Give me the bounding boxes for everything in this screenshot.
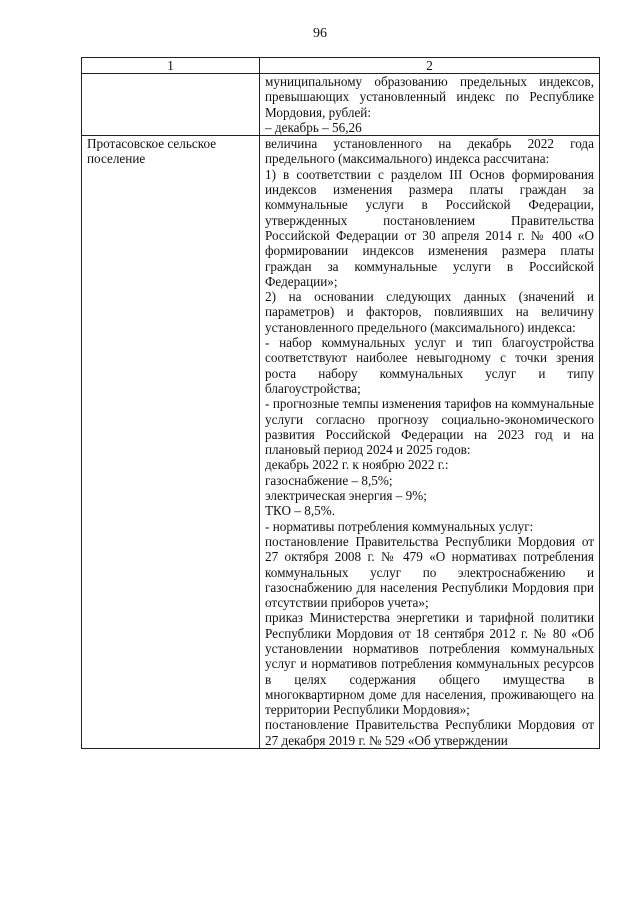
paragraph: декабрь 2022 г. к ноябрю 2022 г.: xyxy=(265,457,449,473)
column-header-1: 1 xyxy=(82,58,260,74)
paragraph: постановление Правительства Республики Мордовия от 27 декабря 2019 г. № 529 «Об утверждении xyxy=(265,717,594,748)
paragraph: 2) на основании следующих данных (значений и параметров) и факторов, повлиявших на величину установленного предельного (максимального) индекса: xyxy=(265,289,594,335)
page-number: 96 xyxy=(313,26,327,41)
paragraph: постановление Правительства Республики Мордовия от 27 октября 2008 г. № 479 «О нормативах потребления коммунальных услуг по электроснабжению и газоснабжению для населения Республики Мордовия при отсутствии приборов учета»; xyxy=(265,533,594,611)
continuation-value: – декабрь – 56,26 xyxy=(265,119,362,135)
table-row xyxy=(82,136,600,749)
paragraph: ТКО – 8,5%. xyxy=(265,503,336,519)
paragraph: приказ Министерства энергетики и тарифной политики Республики Мордовия от 18 сентября 2012 г. № 80 «Об установлении нормативов потребления коммунальных услуг и нормативов потребления коммунальных ресурсов в целях содержания общего имущества в многоквартирном доме для населения, проживающего на территории Республики Мордовия»; xyxy=(265,610,594,718)
paragraph: величина установленного на декабрь 2022 года предельного (максимального) индекса рассчитана: xyxy=(265,136,594,167)
column-header-2: 2 xyxy=(260,58,600,74)
table-row xyxy=(82,74,600,136)
paragraph: - прогнозные темпы изменения тарифов на коммунальные услуги согласно прогнозу социально-экономического развития Российской Федерации на 2023 год и на плановый период 2024 и 2025 годов: xyxy=(265,396,594,458)
table-header-row xyxy=(82,58,600,74)
paragraph: - нормативы потребления коммунальных услуг: xyxy=(265,518,534,534)
continuation-cell xyxy=(260,74,600,136)
document-table xyxy=(81,57,600,749)
index-description-cell xyxy=(260,136,600,749)
paragraph: электрическая энергия – 9%; xyxy=(265,488,427,504)
municipality-cell-empty xyxy=(82,74,260,136)
paragraph: 1) в соответствии с разделом III Основ формирования индексов изменения размера платы граждан за коммунальные услуги в Российской Федерации, утвержденных постановлением Правительства Российской Федерации от 30 апреля 2014 г. № 400 «О формировании индексов изменения размера платы граждан за коммунальные услуги в Российской Федерации»; xyxy=(265,166,594,289)
paragraph: газоснабжение – 8,5%; xyxy=(265,472,393,488)
paragraph: - набор коммунальных услуг и тип благоустройства соответствуют наиболее невыгодному с точки зрения роста набору коммунальных услуг и типу благоустройства; xyxy=(265,335,594,396)
municipality-cell: Протасовское сельское поселение xyxy=(82,136,260,749)
continuation-text: муниципальному образованию предельных индексов, превышающих установленный индекс по Республике Мордовия, рублей: xyxy=(265,74,594,120)
